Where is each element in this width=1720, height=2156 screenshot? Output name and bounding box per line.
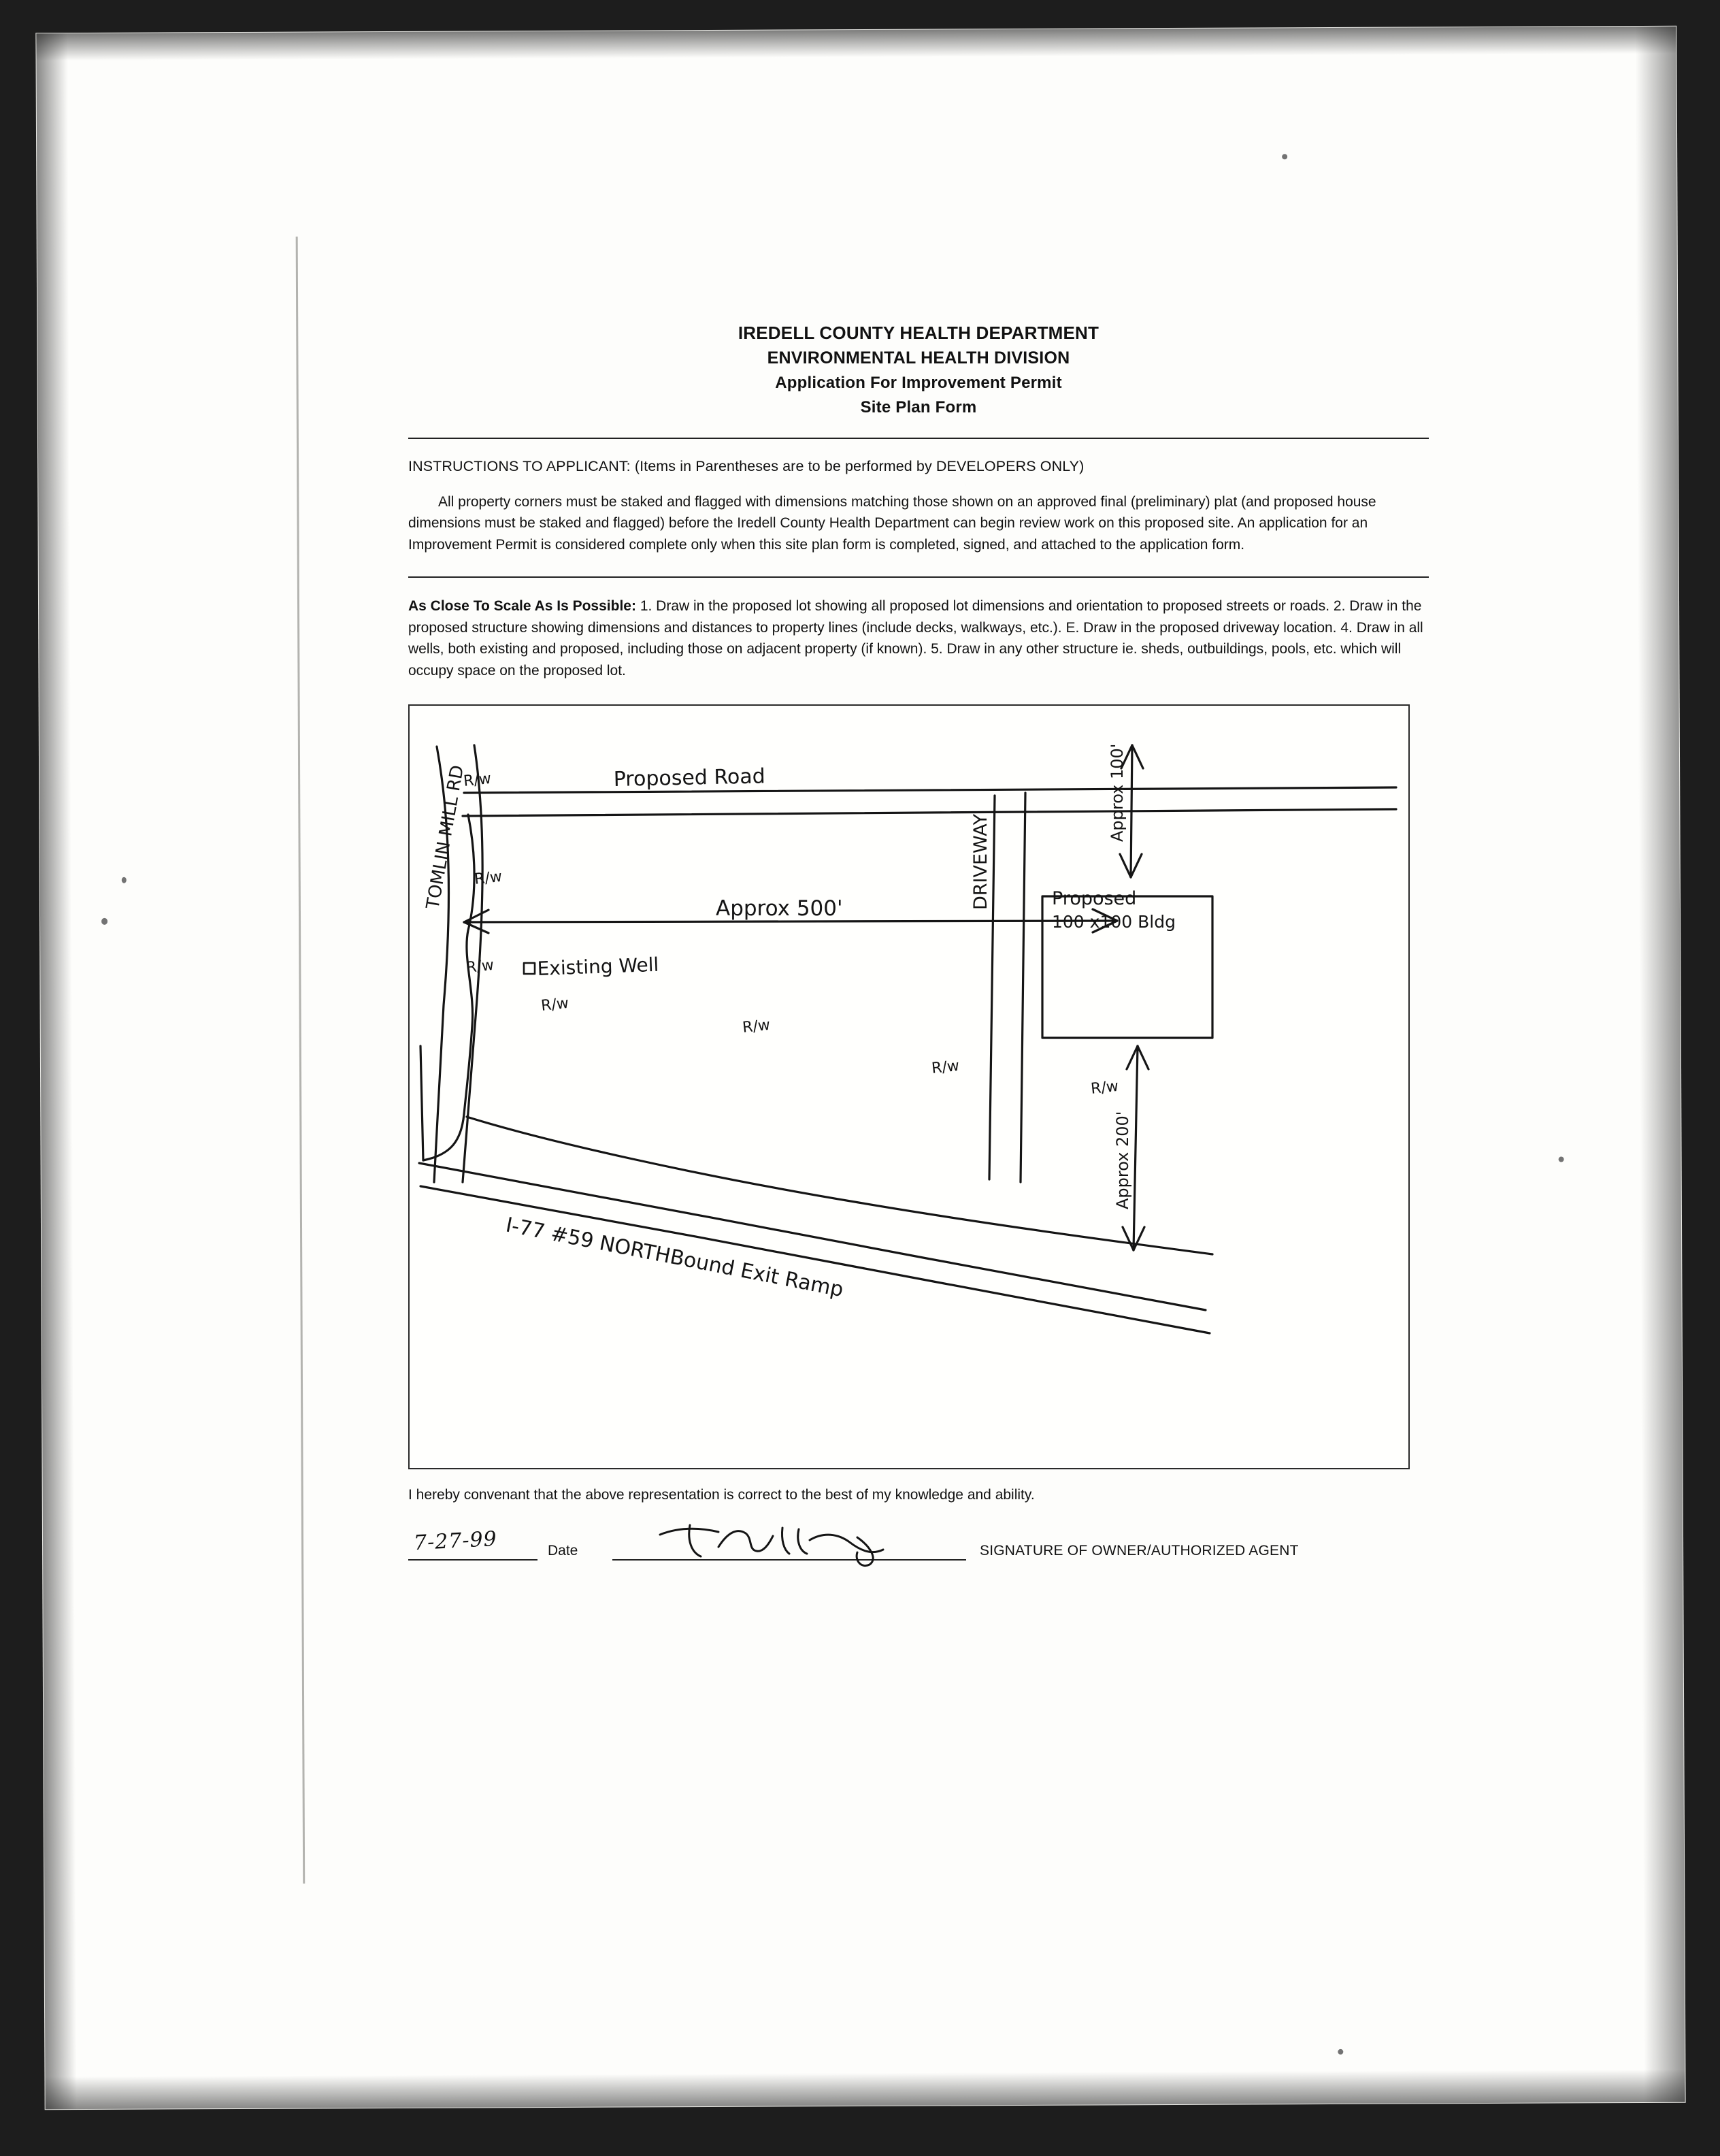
label-approx-100: Approx 100' [1108, 743, 1127, 843]
signature-date-line [408, 1559, 538, 1561]
label-rw: R/w [540, 995, 570, 1015]
document-body [408, 320, 1429, 1574]
label-approx-200: Approx 200' [1113, 1111, 1132, 1210]
scale-paragraph: 1. Draw in the proposed lot showing all proposed lot dimensions and orientation to proposed streets or roads. 2. Draw in the proposed structure showing dimensions and distances to property lines (include decks, walkways, etc.). E. Draw in the proposed driveway location. 4. Draw in all wells, both existing and proposed, including those on adjacent property (if known). 5. Draw in any other structure ie. sheds, outbuildings, pools, etc. which will occupy space on the proposed lot. [408, 598, 1423, 679]
instructions-heading: INSTRUCTIONS TO APPLICANT: (Items in Parentheses are to be performed by DEVELOPERS ONLY) [408, 457, 1085, 474]
label-proposed-road: Proposed Road [613, 764, 766, 792]
covenant-statement: I hereby convenant that the above representation is correct to the best of my knowledge and ability. [408, 1487, 1035, 1503]
label-proposed-bldg-1: Proposed [1052, 888, 1137, 910]
label-rw: R/w [1090, 1078, 1120, 1098]
signature-date-value: 7-27-99 [413, 1527, 498, 1556]
site-plan-drawing-area[interactable] [408, 704, 1410, 1469]
label-rw: R/w [931, 1058, 961, 1078]
scan-speck [1338, 2049, 1343, 2055]
signature-date-label: Date [548, 1543, 578, 1559]
header-line-3: Application For Improvement Permit [775, 374, 1062, 393]
scale-instructions [408, 595, 1429, 681]
header-line-4: Site Plan Form [860, 397, 977, 416]
label-existing-well: Existing Well [537, 953, 659, 981]
label-tomlin-mill-rd: TOMLIN MILL RD [423, 764, 469, 911]
header-line-1: IREDELL COUNTY HEALTH DEPARTMENT [738, 323, 1099, 343]
label-rw: R/w [742, 1017, 772, 1037]
divider-middle [408, 576, 1429, 578]
instructions-paragraph-text: All property corners must be staked and flagged with dimensions matching those shown on an approved final (preliminary) plat (and proposed house dimensions must be staked and flagged) before the Iredell County Health Department can begin review work on this proposed site. An application for an Improvement Permit is considered complete only when this site plan form is completed, signed, and attached to the application form. [408, 493, 1376, 553]
label-driveway: DRIVEWAY [970, 814, 991, 911]
instructions-paragraph [408, 491, 1429, 557]
signature-mark [653, 1520, 946, 1567]
label-rw: R/w [465, 957, 495, 977]
scale-heading: As Close To Scale As Is Possible: [408, 598, 636, 615]
label-exit-ramp: I-77 #59 NORTHBound Exit Ramp [503, 1213, 846, 1303]
header-line-2: ENVIRONMENTAL HEALTH DIVISION [767, 348, 1070, 368]
document-header [408, 320, 1429, 420]
site-plan-sketch [410, 706, 1408, 1468]
divider-top [408, 438, 1429, 439]
scan-speck [1559, 1156, 1564, 1162]
label-rw: R/w [463, 770, 493, 791]
signature-row [408, 1526, 1429, 1574]
label-approx-500: Approx 500' [716, 896, 843, 921]
scan-speck [101, 918, 108, 925]
scan-speck [122, 877, 127, 883]
page-crease [296, 237, 305, 1884]
scan-speck [1282, 154, 1287, 159]
label-proposed-bldg-2: 100 x100 Bldg [1052, 912, 1176, 932]
label-rw: R/w [474, 868, 503, 889]
signature-label: SIGNATURE OF OWNER/AUTHORIZED AGENT [980, 1543, 1299, 1559]
